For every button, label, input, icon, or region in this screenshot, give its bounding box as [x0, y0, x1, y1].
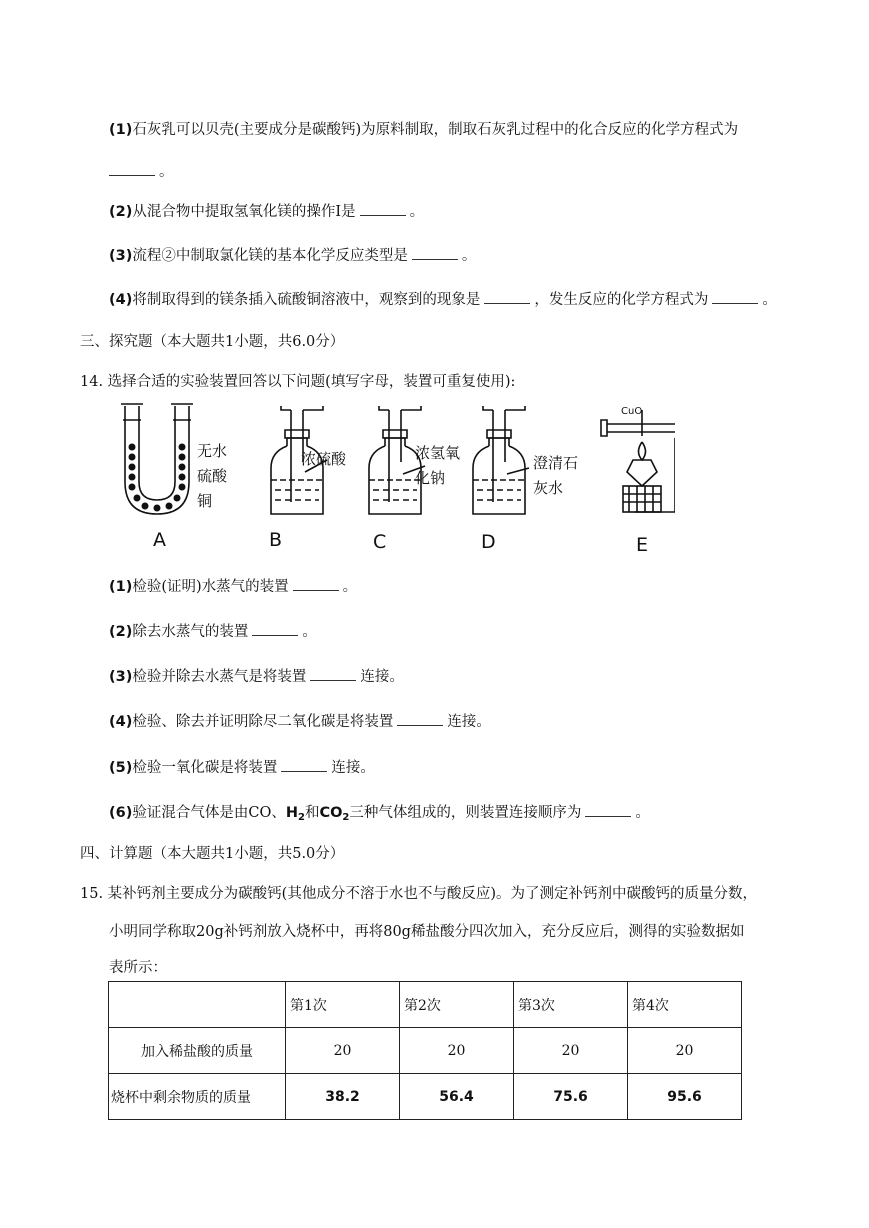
part-number: (3): [109, 248, 133, 264]
reagent-label-b: 浓硫酸: [301, 450, 347, 468]
table-cell: 56.4: [400, 1074, 514, 1120]
section-heading-4: 四、计算题（本大题共1小题，共5.0分）: [80, 846, 345, 862]
table-cell: 95.6: [628, 1074, 742, 1120]
q13-part1-line2: [109, 160, 174, 181]
q14-stem: 14. 选择合适的实验装置回答以下问题(填写字母，装置可重复使用):: [80, 374, 516, 390]
punct: 。: [461, 248, 477, 264]
q14-part5: [109, 756, 375, 777]
q14-part1: [109, 575, 357, 596]
answer-blank[interactable]: [412, 247, 458, 260]
label-b: B: [269, 529, 283, 551]
q14-part1-text: 检验(证明)水蒸气的装置: [132, 579, 289, 595]
punct: 。: [302, 624, 317, 640]
part-number: (2): [109, 624, 133, 640]
answer-blank[interactable]: [109, 163, 155, 176]
q13-part4-text: 将制取得到的镁条插入硫酸铜溶液中，观察到的现象是: [132, 292, 481, 308]
reagent-label-a1: 无水: [197, 442, 228, 460]
table-cell: 20: [628, 1028, 742, 1074]
q14-part4-text: 检验、除去并证明除尽二氧化碳是将装置: [132, 714, 394, 730]
table-header-cell: [109, 982, 286, 1028]
q14-part6-text: 验证混合气体是由CO、: [132, 805, 286, 821]
punct: 。: [635, 805, 650, 821]
q14-part6: (6)验证混合气体是由CO、$H_2$和$CO_2$三种气体组成的，则装置连接顺序为 。: [109, 805, 650, 823]
part-number: (1): [109, 122, 133, 138]
punct: 。: [762, 292, 777, 308]
q14-part2-text: 除去水蒸气的装置: [132, 624, 249, 640]
bottle-d-icon: [473, 406, 529, 514]
table-header-cell: 第2次: [400, 982, 514, 1028]
table-cell: 20: [514, 1028, 628, 1074]
formula-co2: $CO_2$: [319, 805, 350, 823]
label-e: E: [636, 534, 649, 556]
reagent-label-c1: 浓氢氧: [415, 444, 461, 462]
part-number: (4): [109, 292, 133, 308]
part-number: (6): [109, 805, 133, 821]
label-a: A: [153, 529, 166, 551]
answer-blank[interactable]: [281, 759, 327, 772]
q13-part1-line1: [109, 118, 738, 139]
answer-blank[interactable]: [293, 578, 339, 591]
reagent-label-a3: 铜: [197, 492, 213, 510]
punct: 。: [342, 579, 358, 595]
part-number: (3): [109, 669, 133, 685]
label-c: C: [373, 531, 387, 553]
table-cell: 38.2: [286, 1074, 400, 1120]
q13-part4-text2: ，发生反应的化学方程式为: [534, 292, 709, 308]
q14-part6-text2: 三种气体组成的，则装置连接顺序为: [349, 805, 582, 821]
connect-text: 连接。: [360, 669, 404, 685]
answer-blank[interactable]: [712, 291, 758, 304]
q13-part3: [109, 244, 476, 265]
table-header-row: [109, 982, 742, 1028]
answer-blank[interactable]: [310, 668, 356, 681]
beads-pattern: [129, 444, 186, 512]
table-cell: 20: [400, 1028, 514, 1074]
punct: 。: [409, 204, 425, 220]
q15-line1: 15. 某补钙剂主要成分为碳酸钙(其他成分不溶于水也不与酸反应)。为了测定补钙剂中碳酸钙的质量分数，: [80, 886, 757, 902]
part-number: (1): [109, 579, 133, 595]
row-label: 加入稀盐酸的质量: [109, 1028, 286, 1074]
table-row: [109, 1028, 742, 1074]
table-header-cell: 第1次: [286, 982, 400, 1028]
table-row: [109, 1074, 742, 1120]
data-table: [108, 981, 742, 1120]
reagent-label-e: CuO: [621, 406, 643, 417]
answer-blank[interactable]: [360, 203, 406, 216]
q14-part4: [109, 710, 491, 731]
q13-part2-text: 从混合物中提取氢氧化镁的操作Ⅰ是: [132, 204, 356, 220]
table-cell: 75.6: [514, 1074, 628, 1120]
connect-text: 连接。: [447, 714, 491, 730]
q13-part1-text: 石灰乳可以贝壳(主要成分是碳酸钙)为原料制取，制取石灰乳过程中的化合反应的化学方程式为: [132, 122, 739, 138]
answer-blank[interactable]: [585, 804, 631, 817]
reagent-label-d1: 澄清石: [533, 454, 579, 472]
q14-part2: [109, 620, 317, 641]
apparatus-figure: [115, 402, 675, 560]
reagent-label-c2: 化钠: [415, 469, 446, 487]
q14-part5-text: 检验一氧化碳是将装置: [132, 760, 278, 776]
answer-blank[interactable]: [484, 291, 530, 304]
q15-line3: 表所示：: [109, 960, 167, 976]
q13-part4: [109, 288, 777, 309]
section-heading-3: 三、探究题（本大题共1小题，共6.0分）: [80, 334, 345, 350]
heating-tube-icon: [601, 410, 675, 512]
reagent-label-d2: 灰水: [533, 479, 564, 497]
q15-line2: 小明同学称取20g补钙剂放入烧杯中，再将80g稀盐酸分四次加入，充分反应后，测得的实验数据如: [109, 924, 745, 940]
table-header-cell: 第3次: [514, 982, 628, 1028]
part-number: (5): [109, 760, 133, 776]
q14-part3: [109, 665, 404, 686]
table-header-cell: 第4次: [628, 982, 742, 1028]
table-cell: 20: [286, 1028, 400, 1074]
answer-blank[interactable]: [252, 623, 298, 636]
part-number: (2): [109, 204, 133, 220]
q13-part2: [109, 200, 424, 221]
punct: 。: [159, 164, 174, 180]
label-d: D: [481, 531, 496, 553]
answer-blank[interactable]: [397, 713, 443, 726]
reagent-label-a2: 硫酸: [197, 467, 228, 485]
connect-text: 连接。: [331, 760, 375, 776]
q14-part3-text: 检验并除去水蒸气是将装置: [132, 669, 307, 685]
formula-h2: $H_2$: [285, 805, 305, 823]
row-label: 烧杯中剩余物质的质量: [109, 1074, 286, 1120]
part-number: (4): [109, 714, 133, 730]
q13-part3-text: 流程②中制取氯化镁的基本化学反应类型是: [132, 248, 408, 264]
